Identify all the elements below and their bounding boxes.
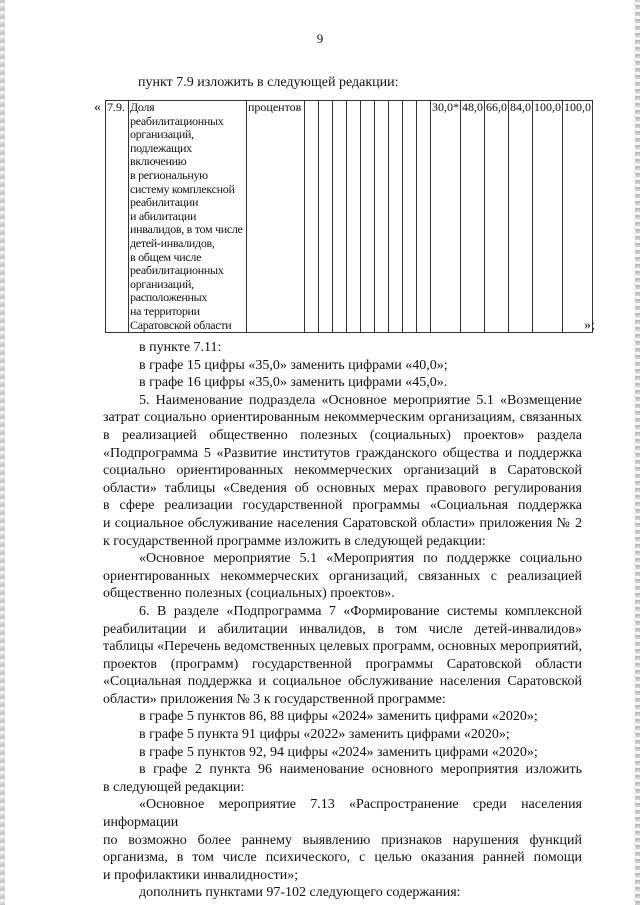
paragraph — [103, 603, 582, 709]
text-line: организма, в том числе психического, с целью оказания ранней помощи — [103, 850, 582, 866]
value-cell: 30,0* — [431, 101, 461, 333]
text-line: в графе 15 цифры «35,0» заменить цифрами «40,0»; — [139, 357, 448, 373]
text-line: области» приложения № 3 к государственной программе: — [103, 691, 446, 707]
text-line: в пункте 7.11: — [139, 340, 222, 355]
text-line: в реализацией общественно полезных (социальных) проектов» раздела — [103, 427, 582, 443]
value-cell: 66,0 — [485, 101, 509, 333]
indicator-name-line: реабилитационных — [130, 263, 224, 278]
text-line: дополнить пунктами 97-102 следующего содержания: — [139, 885, 461, 901]
text-line: «Основное мероприятие 7.13 «Распространение среди населения информации — [103, 797, 582, 831]
text-line: в графе 2 пункта 96 наименование основного мероприятия изложить — [139, 762, 582, 778]
empty-cell — [375, 101, 389, 333]
value-cell: 100,0 — [563, 101, 593, 333]
text-line: «Основное мероприятие 5.1 «Мероприятия по поддержке социально — [139, 551, 582, 567]
value-cell: 84,0 — [509, 101, 533, 333]
value-cell: 100,0 — [533, 101, 563, 333]
scan-edge-right — [635, 0, 640, 905]
text-line: общественно полезных (социальных) проектов». — [103, 586, 395, 602]
empty-cell — [403, 101, 417, 333]
text-line: в следующей редакции: — [103, 779, 245, 795]
indicator-name-line: подлежащих — [130, 140, 192, 155]
text-line: «Социальная поддержка и социальное обслуживание населения Саратовской — [103, 674, 582, 690]
text-line: и профилактики инвалидности»; — [103, 867, 299, 883]
empty-cell — [389, 101, 403, 333]
opening-quote: « — [94, 100, 101, 115]
indicator-name-line: организаций, — [130, 127, 194, 142]
empty-cell — [347, 101, 361, 333]
intro-line: пункт 7.9 изложить в следующей редакции: — [138, 75, 399, 90]
closing-quote: »; — [584, 318, 595, 333]
text-line: в графе 16 цифры «35,0» заменить цифрами «45,0». — [139, 375, 448, 391]
indicator-name-line: реабилитации — [130, 195, 199, 210]
paragraph — [103, 357, 582, 375]
body-text — [103, 339, 582, 902]
indicator-name-line: Саратовской области — [130, 317, 232, 332]
paragraph — [103, 708, 582, 726]
indicator-name-line: детей-инвалидов, — [130, 235, 215, 250]
text-line: реабилитации и абилитации инвалидов, в том числе детей-инвалидов» — [103, 621, 582, 637]
indicator-name-line: систему комплексной — [130, 181, 235, 196]
text-line: в сфере реализации государственной программы «Социальная поддержка — [103, 498, 582, 514]
text-line: таблицы «Перечень ведомственных целевых программ, основных мероприятий, — [103, 639, 582, 655]
indicator-name-line: на территории — [130, 303, 200, 318]
text-line: «Подпрограмма 5 «Развитие институтов гражданского общества и поддержка — [103, 445, 582, 461]
indicator-name-line: расположенных — [130, 290, 208, 305]
empty-cell — [361, 101, 375, 333]
indicator-name-line: Доля — [130, 100, 155, 114]
text-line: в графе 5 пункта 91 цифры «2022» заменить цифрами «2020»; — [139, 727, 510, 743]
text-line: в графе 5 пунктов 86, 88 цифры «2024» заменить цифрами «2020»; — [139, 709, 538, 725]
table-row — [106, 101, 593, 333]
indicator-name-line: инвалидов, в том числе — [130, 222, 243, 237]
value-cell: 48,0 — [461, 101, 485, 333]
text-line: к государственной программе изложить в следующей редакции: — [103, 533, 486, 549]
text-line: по возможно более раннему выявлению признаков нарушения функций — [103, 832, 582, 848]
paragraph — [103, 339, 582, 357]
text-line: затрат социально ориентированным некоммерческим организациям, связанных — [103, 410, 582, 426]
indicator-name-line: в региональную — [130, 167, 208, 182]
text-line: и социальное обслуживание населения Саратовской области» приложения № 2 — [103, 515, 582, 531]
empty-cell — [417, 101, 431, 333]
paragraph — [103, 392, 582, 550]
text-line: 5. Наименование подраздела «Основное мероприятие 5.1 «Возмещение — [139, 392, 582, 408]
text-line: проектов (программ) государственной программы Саратовской области — [103, 656, 582, 672]
text-line: в графе 5 пунктов 92, 94 цифры «2024» заменить цифрами «2020»; — [139, 744, 538, 760]
text-line: социально ориентированных некоммерческих организаций в Саратовской — [103, 463, 582, 479]
empty-cell — [333, 101, 347, 333]
row-number: 7.9. — [106, 101, 129, 333]
paragraph — [103, 744, 582, 762]
unit-cell: процентов — [247, 101, 305, 333]
paragraph — [103, 884, 582, 902]
empty-cell — [319, 101, 333, 333]
paragraph — [103, 374, 582, 392]
text-line: ориентированных некоммерческих организаций, связанных с реализацией — [103, 568, 582, 584]
amendment-table — [105, 100, 593, 333]
indicator-name-line: реабилитационных — [130, 113, 224, 128]
paragraph — [103, 796, 582, 884]
paragraph — [103, 761, 582, 796]
indicator-name — [129, 101, 247, 333]
page-number: 9 — [316, 31, 324, 46]
paragraph — [103, 550, 582, 603]
text-line: 6. В разделе «Подпрограмма 7 «Формирование системы комплексной — [139, 603, 582, 619]
indicator-name-line: организаций, — [130, 276, 194, 291]
paragraph — [103, 726, 582, 744]
indicator-name-line: и абилитации — [130, 208, 197, 223]
indicator-name-line: включению — [130, 154, 187, 169]
empty-cell — [305, 101, 319, 333]
scan-edge-left — [0, 0, 5, 905]
indicator-name-line: в общем числе — [130, 249, 202, 264]
text-line: области» таблицы «Сведения об основных мерах правового регулирования — [103, 480, 582, 496]
